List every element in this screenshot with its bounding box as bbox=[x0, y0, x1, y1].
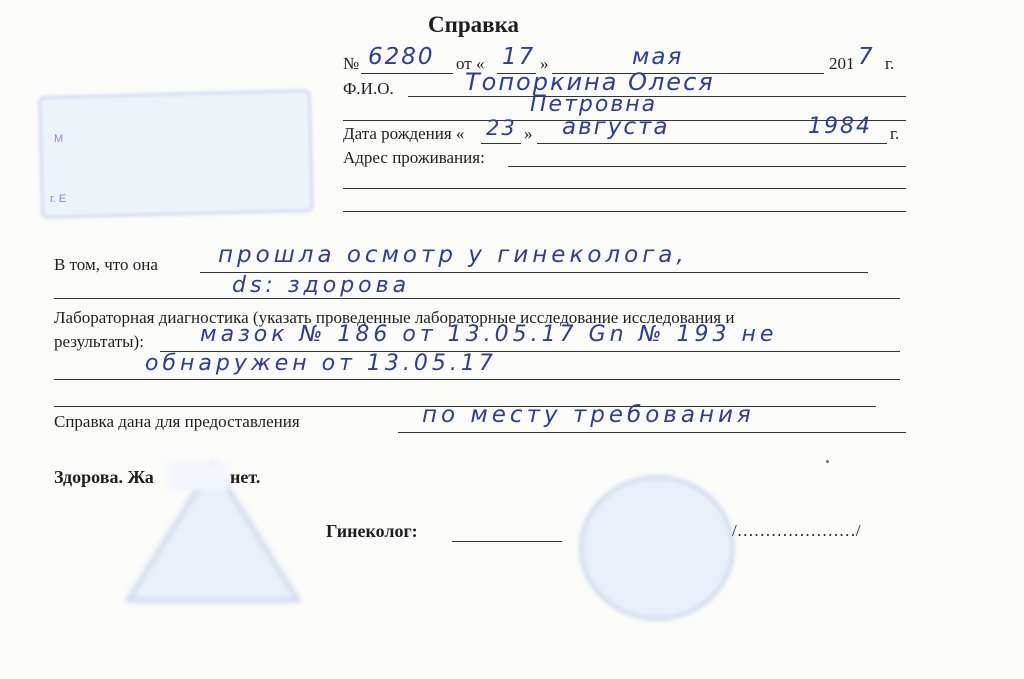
lab-label-line2: результаты): bbox=[54, 332, 144, 351]
rect-stamp-city-fragment: г. Е bbox=[50, 193, 67, 205]
gynecologist-label: Гинеколог: bbox=[326, 521, 418, 541]
year-suffix: г. bbox=[885, 54, 895, 73]
year-prefix: 201 bbox=[829, 54, 855, 73]
clause-handwritten-1: прошла осмотр у гинеколога, bbox=[218, 242, 688, 268]
birth-close-quote: » bbox=[524, 124, 533, 143]
birth-year-suffix: г. bbox=[890, 124, 900, 143]
redaction-mask bbox=[168, 462, 228, 490]
lab-label-line1: Лабораторная диагностика (указать проведенные лабораторные исследование исследования и bbox=[54, 308, 735, 327]
rectangular-stamp bbox=[38, 89, 313, 218]
birth-label: Дата рождения « bbox=[343, 124, 465, 143]
fio-surname-name: Топоркина Олеся bbox=[465, 68, 715, 96]
healthy-left: Здорова. Жа bbox=[54, 467, 154, 487]
birth-day: 23 bbox=[486, 116, 517, 140]
document-number: 6280 bbox=[368, 44, 435, 70]
healthy-right: нет. bbox=[230, 467, 261, 487]
document-day: 17 bbox=[502, 44, 536, 70]
number-label: № bbox=[343, 54, 360, 73]
day-close-quote: » bbox=[540, 54, 549, 73]
rect-stamp-fragment: М bbox=[54, 133, 64, 145]
clause-label: В том, что она bbox=[54, 255, 158, 274]
birth-month: августа bbox=[562, 114, 670, 140]
year-digit: 7 bbox=[858, 44, 875, 70]
scan-speck bbox=[826, 460, 829, 463]
issued-label: Справка дана для предоставления bbox=[54, 412, 300, 431]
birth-year: 1984 bbox=[808, 114, 872, 139]
clause-handwritten-2: ds: здорова bbox=[232, 273, 411, 298]
signature-dots: /…………………/ bbox=[732, 521, 861, 540]
lab-handwritten-1: мазок № 186 от 13.05.17 Gn № 193 не bbox=[200, 322, 778, 347]
issued-value: по месту требования bbox=[422, 402, 755, 428]
round-stamp bbox=[580, 476, 734, 620]
date-from-label: от « bbox=[456, 54, 485, 73]
fio-patronymic: Петровна bbox=[530, 92, 658, 117]
document-month: мая bbox=[632, 44, 684, 70]
document-title: Справка bbox=[428, 12, 519, 37]
address-label: Адрес проживания: bbox=[343, 148, 485, 167]
lab-handwritten-2: обнаружен от 13.05.17 bbox=[145, 351, 497, 376]
fio-label: Ф.И.О. bbox=[343, 79, 394, 98]
